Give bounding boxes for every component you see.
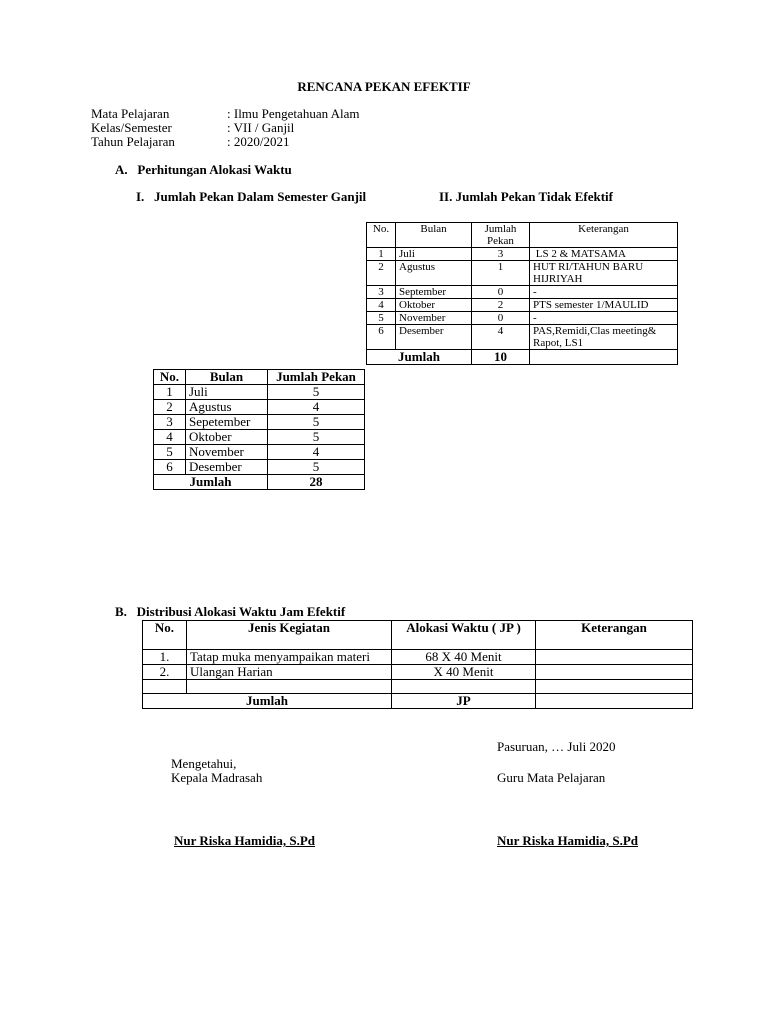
cell: November bbox=[396, 312, 472, 325]
cell: 3 bbox=[472, 248, 530, 261]
header-cell: Bulan bbox=[396, 223, 472, 248]
cell: Oktober bbox=[396, 299, 472, 312]
table-header-row bbox=[143, 621, 693, 650]
table-row bbox=[154, 385, 365, 400]
teacher-title: Guru Mata Pelajaran bbox=[497, 770, 606, 785]
subsection-i-heading: I. Jumlah Pekan Dalam Semester Ganjil bbox=[136, 189, 367, 204]
principal-title: Kepala Madrasah bbox=[171, 770, 263, 785]
total-label: Jumlah bbox=[367, 350, 472, 365]
cell: Desember bbox=[186, 460, 268, 475]
cell bbox=[536, 665, 693, 680]
total-value: 28 bbox=[268, 475, 365, 490]
cell: X 40 Menit bbox=[392, 665, 536, 680]
cell: 4 bbox=[268, 400, 365, 415]
place-date: Pasuruan, … Juli 2020 bbox=[497, 739, 616, 754]
table-row bbox=[143, 665, 693, 680]
cell: 4 bbox=[367, 299, 396, 312]
header-cell: No. bbox=[143, 621, 187, 650]
cell bbox=[143, 680, 187, 694]
header-cell: No. bbox=[154, 370, 186, 385]
cell: Juli bbox=[186, 385, 268, 400]
cell: 6 bbox=[154, 460, 186, 475]
cell: 3 bbox=[154, 415, 186, 430]
cell: Ulangan Harian bbox=[187, 665, 392, 680]
table-header-row bbox=[367, 223, 678, 248]
cell bbox=[530, 350, 678, 365]
info-label: Kelas/Semester bbox=[91, 120, 172, 135]
info-label: Mata Pelajaran bbox=[91, 106, 170, 121]
cell: 5 bbox=[268, 460, 365, 475]
table-row bbox=[154, 415, 365, 430]
header-cell: No. bbox=[367, 223, 396, 248]
cell: 1 bbox=[472, 261, 530, 286]
table-header-row bbox=[154, 370, 365, 385]
table-total-row bbox=[367, 350, 678, 365]
cell: 4 bbox=[154, 430, 186, 445]
header-cell: Jenis Kegiatan bbox=[187, 621, 392, 650]
table-row bbox=[154, 430, 365, 445]
cell: 1. bbox=[143, 650, 187, 665]
table-row bbox=[143, 650, 693, 665]
cell bbox=[536, 680, 693, 694]
table-row bbox=[154, 460, 365, 475]
total-value: JP bbox=[392, 694, 536, 709]
info-value: : VII / Ganjil bbox=[227, 120, 295, 135]
cell: 2 bbox=[154, 400, 186, 415]
cell: 1 bbox=[367, 248, 396, 261]
table-row bbox=[367, 299, 678, 312]
cell bbox=[536, 694, 693, 709]
table-distribusi bbox=[142, 620, 693, 709]
header-cell: Jumlah Pekan bbox=[472, 223, 530, 248]
cell: 0 bbox=[472, 312, 530, 325]
total-label: Jumlah bbox=[154, 475, 268, 490]
cell: Agustus bbox=[186, 400, 268, 415]
header-cell: Alokasi Waktu ( JP ) bbox=[392, 621, 536, 650]
info-row bbox=[91, 121, 360, 135]
cell: Oktober bbox=[186, 430, 268, 445]
cell: November bbox=[186, 445, 268, 460]
table-row bbox=[367, 286, 678, 299]
total-label: Jumlah bbox=[143, 694, 392, 709]
header-cell: Keterangan bbox=[530, 223, 678, 248]
info-value: : Ilmu Pengetahuan Alam bbox=[227, 106, 360, 121]
table-row bbox=[367, 325, 678, 350]
cell: 5 bbox=[367, 312, 396, 325]
principal-name: Nur Riska Hamidia, S.Pd bbox=[174, 833, 315, 848]
cell: 5 bbox=[154, 445, 186, 460]
subsection-ii-heading: II. Jumlah Pekan Tidak Efektif bbox=[439, 189, 613, 204]
cell: 68 X 40 Menit bbox=[392, 650, 536, 665]
cell: 2 bbox=[367, 261, 396, 286]
cell: - bbox=[530, 286, 678, 299]
table-row bbox=[143, 680, 693, 694]
cell: 6 bbox=[367, 325, 396, 350]
table-row bbox=[367, 248, 678, 261]
teacher-name: Nur Riska Hamidia, S.Pd bbox=[497, 833, 638, 848]
acknowledged-label: Mengetahui, bbox=[171, 756, 237, 771]
table-row bbox=[154, 400, 365, 415]
cell: 2. bbox=[143, 665, 187, 680]
section-a-heading: A. Perhitungan Alokasi Waktu bbox=[115, 162, 292, 177]
cell: 5 bbox=[268, 415, 365, 430]
cell: LS 2 & MATSAMA bbox=[530, 248, 678, 261]
table-pekan-semester bbox=[153, 369, 365, 490]
cell: 5 bbox=[268, 385, 365, 400]
table-row bbox=[367, 312, 678, 325]
info-block bbox=[91, 107, 360, 149]
document-title: RENCANA PEKAN EFEKTIF bbox=[297, 79, 471, 94]
table-pekan-tidak-efektif bbox=[366, 222, 678, 365]
cell: Juli bbox=[396, 248, 472, 261]
cell: Agustus bbox=[396, 261, 472, 286]
cell: - bbox=[530, 312, 678, 325]
cell bbox=[392, 680, 536, 694]
info-row bbox=[91, 107, 360, 121]
table-row bbox=[154, 445, 365, 460]
cell: 3 bbox=[367, 286, 396, 299]
info-value: : 2020/2021 bbox=[227, 134, 290, 149]
cell: 4 bbox=[472, 325, 530, 350]
info-label: Tahun Pelajaran bbox=[91, 134, 175, 149]
section-b-heading: B. Distribusi Alokasi Waktu Jam Efektif bbox=[115, 604, 346, 619]
header-cell: Keterangan bbox=[536, 621, 693, 650]
cell bbox=[187, 680, 392, 694]
cell: 5 bbox=[268, 430, 365, 445]
cell bbox=[536, 650, 693, 665]
cell: PTS semester 1/MAULID bbox=[530, 299, 678, 312]
header-cell: Jumlah Pekan bbox=[268, 370, 365, 385]
info-row bbox=[91, 135, 360, 149]
header-cell: Bulan bbox=[186, 370, 268, 385]
cell: Desember bbox=[396, 325, 472, 350]
cell: Sepetember bbox=[186, 415, 268, 430]
table-total-row bbox=[154, 475, 365, 490]
cell: September bbox=[396, 286, 472, 299]
cell: 4 bbox=[268, 445, 365, 460]
cell: 1 bbox=[154, 385, 186, 400]
cell: Tatap muka menyampaikan materi bbox=[187, 650, 392, 665]
total-value: 10 bbox=[472, 350, 530, 365]
cell: PAS,Remidi,Clas meeting& Rapot, LS1 bbox=[530, 325, 678, 350]
cell: 0 bbox=[472, 286, 530, 299]
cell: 2 bbox=[472, 299, 530, 312]
cell: HUT RI/TAHUN BARU HIJRIYAH bbox=[530, 261, 678, 286]
table-row bbox=[367, 261, 678, 286]
table-total-row bbox=[143, 694, 693, 709]
